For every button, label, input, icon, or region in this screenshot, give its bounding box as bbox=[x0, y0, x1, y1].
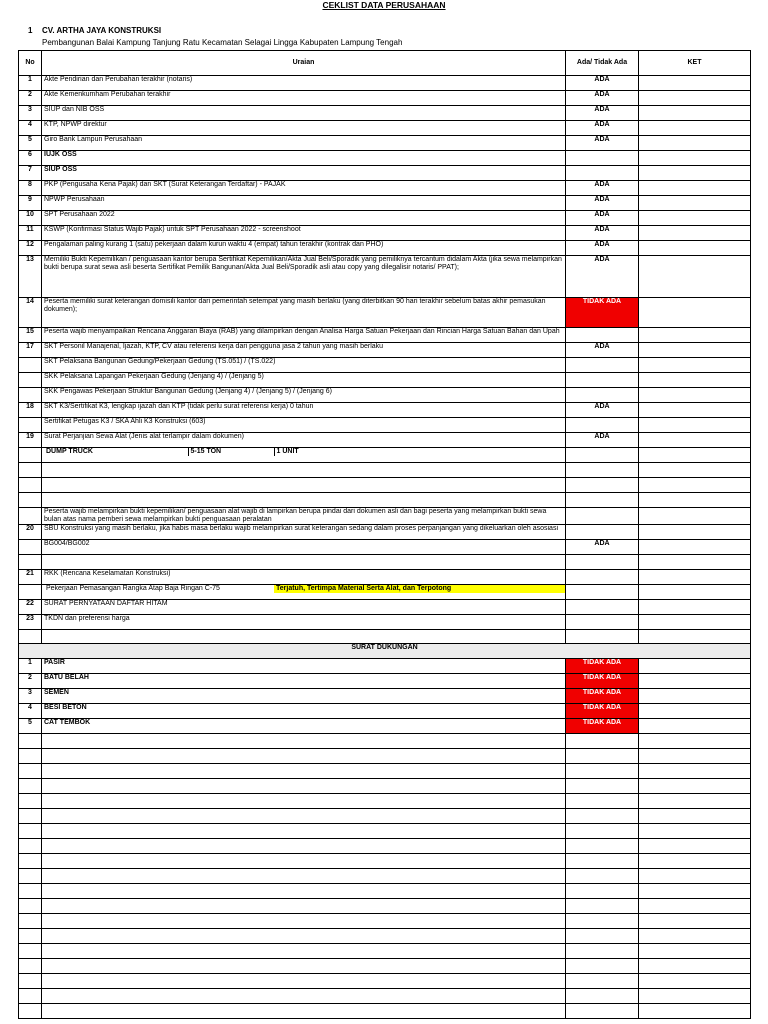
header-row bbox=[19, 51, 751, 76]
row-status: ADA bbox=[566, 226, 639, 241]
table-row-empty bbox=[19, 944, 751, 959]
row-status: ADA bbox=[566, 136, 639, 151]
table-row bbox=[19, 570, 751, 585]
row-no: 9 bbox=[19, 196, 42, 211]
project-name: Pembangunan Balai Kampung Tanjung Ratu Kecamatan Selagai Lingga Kabupaten Lampung Tengah bbox=[42, 38, 403, 47]
header-ket: KET bbox=[639, 51, 751, 76]
row-ket bbox=[639, 343, 751, 358]
row-no: 6 bbox=[19, 151, 42, 166]
header-uraian: Uraian bbox=[42, 51, 566, 76]
row-no: 15 bbox=[19, 328, 42, 343]
row-uraian: PKP (Pengusaha Kena Pajak) dan SKT (Surat Keterangan Terdaftar) - PAJAK bbox=[42, 181, 566, 196]
row-no: 5 bbox=[19, 719, 42, 734]
table-row bbox=[19, 388, 751, 403]
row-status bbox=[566, 151, 639, 166]
row-ket bbox=[639, 298, 751, 328]
row-no: 23 bbox=[19, 615, 42, 630]
row-ket bbox=[639, 121, 751, 136]
row-uraian: Akte Pendirian dan Perubahan terakhir (notaris) bbox=[42, 76, 566, 91]
rkk-row bbox=[19, 585, 751, 600]
equipment-row-empty bbox=[19, 478, 751, 493]
table-row-empty bbox=[19, 974, 751, 989]
row-uraian: SIUP OSS bbox=[42, 166, 566, 181]
table-row bbox=[19, 540, 751, 555]
row-no: 17 bbox=[19, 343, 42, 358]
section-title-surat-dukungan: SURAT DUKUNGAN bbox=[19, 644, 751, 659]
table-row-empty bbox=[19, 1004, 751, 1019]
row-status bbox=[566, 166, 639, 181]
row-uraian: SPT Perusahaan 2022 bbox=[42, 211, 566, 226]
row-uraian: Pengalaman paling kurang 1 (satu) pekerjaan dalam kurun waktu 4 (empat) tahun terakhir (kontrak dan PHO) bbox=[42, 241, 566, 256]
status-badge-missing: TIDAK ADA bbox=[566, 719, 639, 734]
row-status: ADA bbox=[566, 211, 639, 226]
support-row bbox=[19, 674, 751, 689]
row-no: 8 bbox=[19, 181, 42, 196]
row-uraian: SKK Pelaksana Lapangan Pekerjaan Gedung (Jenjang 4) / (Jenjang 5) bbox=[42, 373, 566, 388]
header-no: No bbox=[19, 51, 42, 76]
row-status: ADA bbox=[566, 540, 639, 555]
row-status: ADA bbox=[566, 106, 639, 121]
table-row bbox=[19, 166, 751, 181]
equipment-qty: 1 UNIT bbox=[276, 448, 299, 455]
row-uraian: BATU BELAH bbox=[42, 674, 566, 689]
table-row bbox=[19, 241, 751, 256]
section-header-row bbox=[19, 644, 751, 659]
table-row-empty bbox=[19, 734, 751, 749]
row-status: ADA bbox=[566, 343, 639, 358]
table-row-empty bbox=[19, 869, 751, 884]
table-row bbox=[19, 181, 751, 196]
row-no: 4 bbox=[19, 121, 42, 136]
row-status: ADA bbox=[566, 196, 639, 211]
row-uraian: Surat Perjanjian Sewa Alat (Jenis alat terlampir dalam dokumen) bbox=[42, 433, 566, 448]
company-name: CV. ARTHA JAYA KONSTRUKSI bbox=[42, 26, 162, 35]
row-no: 4 bbox=[19, 704, 42, 719]
row-ket bbox=[639, 418, 751, 433]
status-badge-missing: TIDAK ADA bbox=[566, 704, 639, 719]
row-no: 5 bbox=[19, 136, 42, 151]
table-row bbox=[19, 343, 751, 358]
row-ket bbox=[639, 166, 751, 181]
row-no: 21 bbox=[19, 570, 42, 585]
row-no: 13 bbox=[19, 256, 42, 298]
row-status: ADA bbox=[566, 91, 639, 106]
row-status bbox=[566, 373, 639, 388]
row-uraian: Peserta wajib menyampaikan Rencana Anggaran Biaya (RAB) yang dilampirkan dengan Analisa Harga Satuan Pekerjaan dan Rincian Harga Satuan Bahan dan Upah bbox=[42, 328, 566, 343]
row-uraian: Giro Bank Lampun Perusahaan bbox=[42, 136, 566, 151]
row-ket bbox=[639, 76, 751, 91]
header-ada: Ada/ Tidak Ada bbox=[566, 51, 639, 76]
equipment-row-empty bbox=[19, 463, 751, 478]
row-uraian: SEMEN bbox=[42, 689, 566, 704]
row-no: 10 bbox=[19, 211, 42, 226]
row-no: 11 bbox=[19, 226, 42, 241]
row-uraian: SKT Pelaksana Bangunan Gedung/Pekerjaan Gedung (TS.051) / (TS.022) bbox=[42, 358, 566, 373]
row-no: 14 bbox=[19, 298, 42, 328]
row-status bbox=[566, 388, 639, 403]
row-status: ADA bbox=[566, 433, 639, 448]
row-uraian: SKT Personil Manajerial, Ijazah, KTP, CV atau referensi kerja dari pengguna jasa 2 tahun yang masih berlaku bbox=[42, 343, 566, 358]
table-row bbox=[19, 91, 751, 106]
table-row-empty bbox=[19, 824, 751, 839]
table-row-empty bbox=[19, 779, 751, 794]
table-row bbox=[19, 328, 751, 343]
table-row-empty bbox=[19, 794, 751, 809]
row-uraian: Akte Kemenkumham Perubahan terakhir bbox=[42, 91, 566, 106]
table-row bbox=[19, 403, 751, 418]
row-uraian: RKK (Rencana Keselamatan Konstruksi) bbox=[42, 570, 566, 585]
table-row bbox=[19, 525, 751, 540]
row-uraian: CAT TEMBOK bbox=[42, 719, 566, 734]
table-row-empty bbox=[19, 630, 751, 644]
row-no bbox=[19, 388, 42, 403]
row-uraian: SURAT PERNYATAAN DAFTAR HITAM bbox=[42, 600, 566, 615]
status-badge-missing: TIDAK ADA bbox=[566, 659, 639, 674]
table-row bbox=[19, 615, 751, 630]
table-row-empty bbox=[19, 809, 751, 824]
table-row bbox=[19, 433, 751, 448]
sbu-code: BG004/BG002 bbox=[42, 540, 566, 555]
table-row bbox=[19, 106, 751, 121]
table-row bbox=[19, 298, 751, 328]
row-ket bbox=[639, 136, 751, 151]
blank-rows bbox=[19, 734, 751, 1019]
row-status: ADA bbox=[566, 121, 639, 136]
row-uraian: PASIR bbox=[42, 659, 566, 674]
row-no: 3 bbox=[19, 689, 42, 704]
table-row-empty bbox=[19, 989, 751, 1004]
row-uraian: TKDN dan preferensi harga bbox=[42, 615, 566, 630]
table-row bbox=[19, 76, 751, 91]
table-row-empty bbox=[19, 884, 751, 899]
row-ket bbox=[639, 106, 751, 121]
row-no: 22 bbox=[19, 600, 42, 615]
document-title: CEKLIST DATA PERUSAHAAN bbox=[322, 0, 446, 10]
row-ket bbox=[639, 433, 751, 448]
support-row bbox=[19, 689, 751, 704]
row-uraian: SKK Pengawas Pekerjaan Struktur Bangunan Gedung (Jenjang 4) / (Jenjang 5) / (Jenjang 6) bbox=[42, 388, 566, 403]
equipment-note: Peserta wajib melampirkan bukti kepemilikan/ penguasaan alat wajib di lampirkan berupa pindai dari dokumen asli dan bagi peserta yang melampirkan bukti sewa bulan atas nama pemberi sewa melampirkan bukti penguasaan peralatan bbox=[42, 508, 566, 525]
row-uraian: Sertifikat Petugas K3 / SKA Ahli K3 Konstruksi (603) bbox=[42, 418, 566, 433]
checklist-table bbox=[18, 50, 751, 1019]
row-status bbox=[566, 418, 639, 433]
table-row-empty bbox=[19, 854, 751, 869]
row-uraian: KTP, NPWP direktur bbox=[42, 121, 566, 136]
rkk-hazard: Terjatuh, Tertimpa Material Serta Alat, dan Terpotong bbox=[274, 585, 566, 593]
row-uraian: SIUP dan NIB OSS bbox=[42, 106, 566, 121]
row-no: 12 bbox=[19, 241, 42, 256]
row-no bbox=[19, 358, 42, 373]
row-no: 20 bbox=[19, 525, 42, 540]
row-ket bbox=[639, 388, 751, 403]
table-row bbox=[19, 121, 751, 136]
table-row bbox=[19, 226, 751, 241]
equipment-capacity: 5-15 TON bbox=[188, 448, 274, 456]
row-ket bbox=[639, 403, 751, 418]
row-ket bbox=[639, 328, 751, 343]
row-ket bbox=[639, 211, 751, 226]
row-ket bbox=[639, 256, 751, 298]
table-row-empty bbox=[19, 959, 751, 974]
row-uraian: SBU Konstruksi yang masih berlaku, jika habis masa berlaku wajib melampirkan surat keterangan sedang dalam proses perpanjangan yang dikeluarkan oleh asosiasi bbox=[42, 525, 566, 540]
row-ket bbox=[639, 226, 751, 241]
table-row bbox=[19, 418, 751, 433]
support-row bbox=[19, 659, 751, 674]
table-row bbox=[19, 196, 751, 211]
row-no: 1 bbox=[19, 659, 42, 674]
row-uraian: KSWP (Konfirmasi Status Wajib Pajak) untuk SPT Perusahaan 2022 - screenshoot bbox=[42, 226, 566, 241]
row-no: 2 bbox=[19, 674, 42, 689]
row-status: ADA bbox=[566, 403, 639, 418]
table-row bbox=[19, 211, 751, 226]
table-row bbox=[19, 508, 751, 525]
row-no: 7 bbox=[19, 166, 42, 181]
equipment-row bbox=[19, 448, 751, 463]
table-row-empty bbox=[19, 749, 751, 764]
row-status: ADA bbox=[566, 241, 639, 256]
row-ket bbox=[639, 181, 751, 196]
table-row-empty bbox=[19, 839, 751, 854]
row-status: ADA bbox=[566, 76, 639, 91]
status-badge-missing: TIDAK ADA bbox=[566, 298, 639, 328]
row-ket bbox=[639, 241, 751, 256]
support-row bbox=[19, 719, 751, 734]
table-row-empty bbox=[19, 555, 751, 570]
row-ket bbox=[639, 151, 751, 166]
table-row bbox=[19, 256, 751, 298]
support-row bbox=[19, 704, 751, 719]
status-badge-missing: TIDAK ADA bbox=[566, 689, 639, 704]
table-row bbox=[19, 358, 751, 373]
row-ket bbox=[639, 358, 751, 373]
table-row-empty bbox=[19, 899, 751, 914]
row-status: ADA bbox=[566, 256, 639, 298]
row-uraian: Peserta memiliki surat keterangan domisili kantor dari pemerintah setempat yang masih berlaku (yang diterbitkan 90 hari terakhir sebelum batas akhir pemasukan dokumen); bbox=[42, 298, 566, 328]
table-row bbox=[19, 136, 751, 151]
table-row bbox=[19, 600, 751, 615]
row-uraian: SKT K3/Sertifikat K3, lengkap ijazah dan KTP (tidak perlu surat referensi kerja) 0 tahun bbox=[42, 403, 566, 418]
table-row-empty bbox=[19, 914, 751, 929]
table-row bbox=[19, 151, 751, 166]
company-number: 1 bbox=[28, 26, 33, 35]
row-uraian: IUJK OSS bbox=[42, 151, 566, 166]
table-row bbox=[19, 373, 751, 388]
row-status: ADA bbox=[566, 181, 639, 196]
equipment-name: DUMP TRUCK bbox=[44, 448, 188, 456]
rkk-work: Pekerjaan Pemasangan Rangka Atap Baja Ringan C-75 bbox=[46, 585, 220, 592]
equipment-row-empty bbox=[19, 493, 751, 508]
row-uraian: NPWP Perusahaan bbox=[42, 196, 566, 211]
row-status bbox=[566, 328, 639, 343]
row-ket bbox=[639, 373, 751, 388]
row-no bbox=[19, 418, 42, 433]
row-no: 3 bbox=[19, 106, 42, 121]
table-row-empty bbox=[19, 929, 751, 944]
row-status bbox=[566, 358, 639, 373]
row-ket bbox=[639, 91, 751, 106]
row-uraian: BESI BETON bbox=[42, 704, 566, 719]
row-no: 19 bbox=[19, 433, 42, 448]
row-no: 18 bbox=[19, 403, 42, 418]
table-row-empty bbox=[19, 764, 751, 779]
row-no bbox=[19, 373, 42, 388]
row-no: 2 bbox=[19, 91, 42, 106]
row-no: 1 bbox=[19, 76, 42, 91]
row-uraian: Memiliki Bukti Kepemilikan / penguasaan kantor berupa Sertifikat Kepemilikan/Akta Jual Beli/Sporadik yang pemiliknya tercantum didalam Akta (jika sewa melampirkan bukti berupa surat sewa asli beserta Sertifikat Pemilik Bangunan/Akta Jual Beli/Sporadik asli atau copy yang dilegalisir notaris/ PPAT); bbox=[42, 256, 566, 298]
status-badge-missing: TIDAK ADA bbox=[566, 674, 639, 689]
row-ket bbox=[639, 196, 751, 211]
